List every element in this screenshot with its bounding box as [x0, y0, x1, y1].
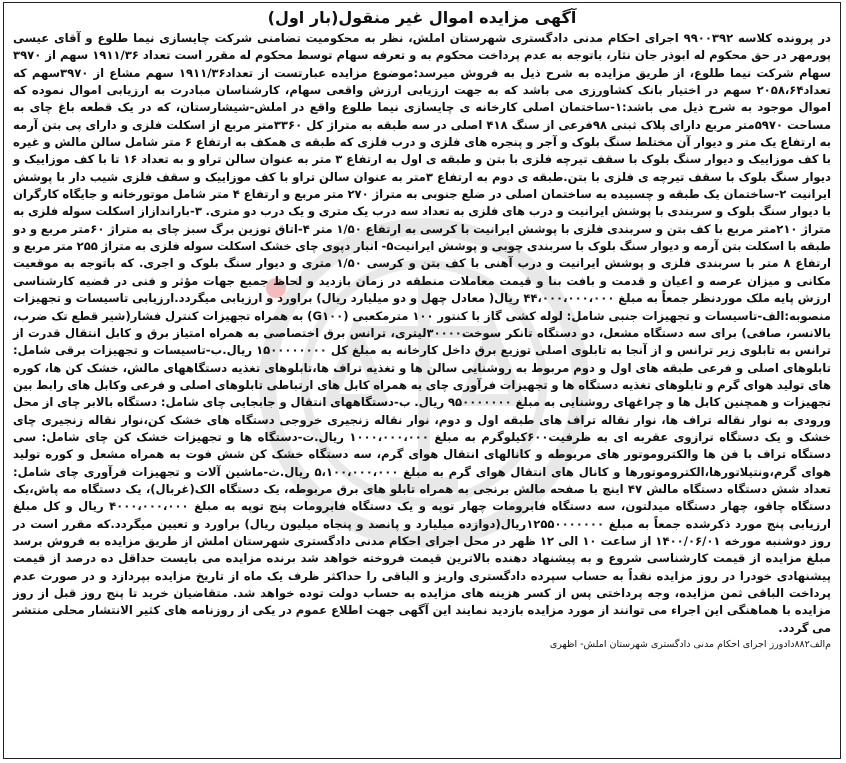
auction-notice: [3, 2, 841, 759]
notice-footer: م‌الف۸۸۲دادورز اجرای احکام مدنی دادگستری شهرستان املش- اظهری: [549, 639, 831, 651]
notice-body: در پرونده کلاسه ۹۹۰۰۳۹۲ اجرای احکام مدنی دادگستری شهرستان املش، نظر به محکومیت تضامنی شرکت چایسازی نیما طلوع و آقای عیسی پورمهر در حق محکوم له ابوذر جان نثار، باتوجه به عدم پرداخت محکوم به و تعرفه سهام توسط محکوم له مقرر است تعداد ۱۹۱۱/۳۶ سهم از ۳۹۷۰ سهام شرکت نیما طلوع، از طریق مزایده به شرح ذیل به فروش میرسد:موضوع مزایده عبارتست از تعداد۱۹۱۱/۳۶ سهم مشاع از ۳۹۷۰سهم که تعداد۲۰۵۸،۶۴ سهم در اختیار بانک کشاورزی می باشد که به جهت ارزیابی ارزش واقعی سهام، کارشناسان مبادرت به ارزیابی اموال نموده که اموال موجود به شرح ذیل می باشد:۱-ساختمان اصلی کارخانه ی چایسازی نیما طلوع واقع در املش-شیشارستان، که در یک قطعه باغ چای به مساحت ۵۹۷۰متر مربع دارای پلاک ثبتی ۹۸فرعی از سنگ ۴۱۸ اصلی در سه طبقه به متراژ کل ۳۳۶۰متر مربع از اسکلت فلزی و دارای پی بتن آرمه به ارتفاع یک متر و دیوار آن مختلط سنگ بلوک و آجر و پنجره های فلزی و درب فلزی که طبقه ی همکف به ارتفاع ۶ متر شامل سالن مالش و غیره با کف موزاییک و دیوار سنگ بلوک با سقف تیرچه فلزی با بتن و طبقه ی اول به ارتفاع ۳ متر به عنوان سالن تراو و به تعداد ۱۶ تا با کف موزاییک و دیوار سنگ بلوک با سقف تیرچه ی فلزی با بتن.طبقه ی دوم به ارتفاع ۳متر به عنوان سالن تراو با کف موزاییک و سقف فلزی شیب دار با پوشش ایرانیت ۲-ساختمان یک طبقه و چسبیده به ساختمان اصلی در ضلع جنوبی به متراژ ۲۷۰ متر مربع و ارتفاع ۴ متر شامل موتورخانه و جایگاه کارگران با دیوار سنگ بلوک و سربندی با پوشش ایرانیت و درب های فلزی به تعداد سه درب یک متری و یک درب دو متری. ۳-باراندازاز اسکلت سوله فلزی به متراژ ۲۱۰متر مربع با کف بتن و سربندی فلزی با پوشش ایرانیت با کرسی به ارتفاع ۱/۵۰ متر ۴-اتاق توزین برگ سبز چای به متراژ ۶۰متر مربع و دو طبقه با اسکلت بتن آرمه و دیوار سنگ بلوک با سربندی چوبی و پوشش ایرانیت۵- انبار دپوی چای خشک اسکلت سوله فلزی به متراژ ۲۵۵ متر مربع و ارتفاع ۸ متر با سربندی فلزی و پوشش ایرانیت و درب آهنی با کف بتن و کرسی ۱/۵۰ متری و دیوار سنگ بلوک و اجری. که باتوجه به موقعیت مکانی و میزان عرصه و اعیان و قدمت و بافت بنا و قیمت معاملات منطقه در زمان بازدید و لحاظ جمیع جهات مؤثر و فنی در قضیه کارشناسی ارزش پایه ملک موردنظر جمعاً به مبلغ ۴۴،۰۰۰،۰۰۰،۰۰۰ ریال( معادل چهل و دو میلیارد ریال) براورد و ارزیابی میگردد.ارزیابی تاسیسات و تجهیزات منصوبه:الف-تاسیسات و تجهیزات جنبی شامل: لوله کشی گاز با کنتور ۱۰۰ مترمکعبی (G۱۰۰) به همراه تجهیزات کنترل فشار(شیر قطع تک ضرب، بالانسر، صافی) برای سه دستگاه مشعل، دو دستگاه تانکر سوخت۳۰۰۰۰لیتری، ترانس برق اختصاصی به همراه امتیاز برق و کابل انتقال قدرت از ترانس به تابلوی زیر ترانس و از آنجا به تابلوی اصلی توزیع برق داخل کارخانه به مبلغ کل ۱۵۰۰۰۰۰۰۰۰ ریال.ب-تاسیسات و تجهیزات برقی شامل: تابلوهای اصلی و فرعی طبقه های اول و دوم مربوط به روشنایی سالن ها و تغذیه تراف ها،تابلوهای تغذیه دستگاههای مالش، خشک کن ها، کوره های تولید هوای گرم و تابلوهای تغذیه دستگاه ها و تجهیزات فرآوری چای به همراه کابل های ارتباطی تابلوهای اصلی و فرعی وکابل های رابط بین تجهیزات و همچنین کابل ها و چراغهای روشنایی به مبلغ ۹۵۰۰۰۰۰۰۰ ریال. ب-دستگاههای انتقال و جابجایی چای شامل: دستگاه بالابر چای از محل ورودی به نوار نقاله تراف ها، نوار نقاله تراف های طبقه اول و دوم، نوار نقاله زنجیری خروجی دستگاه های خشک کن،نوار نقاله زنجیری چای خشک و یک دستگاه ترازوی عقربه ای به ظرفیت۶۰۰کیلوگرم به مبلغ ۱۰۰۰،۰۰۰،۰۰۰ ریال.ت-دستگاه ها و تجهیزات خشک کن چای شامل: سی دستگاه تراف با فن ها والکتروموتور های مربوطه و کانالهای انتقال هوای گرم، سه دستگاه خشک کن شش فوت به همراه مشعل و کوره تولید هوای گرم،ونتیلاتورها،الکتروموتورها و کانال های انتقال هوای گرم به مبلغ ۵،۱۰۰،۰۰۰،۰۰۰ ریال.ث-ماشین آلات و تجهیزات فرآوری چای شامل: تعداد شش دستگاه دستگاه مالش ۴۷ اینچ با صفحه مالش برنجی به همراه تابلو های برق مربوطه، یک دستگاه الک(غربال)، یک دستگاه مه پاش،یک دستگاه چاقو، چهار دستگاه میدلتون، سه دستگاه فابرومات چهار توپه و یک دستگاه فابرومات پنج توپه به مبلغ ۴۰۰۰،۰۰۰،۰۰۰ ریال و کل مبلغ ارزیابی پنج مورد ذکرشده جمعاً به مبلغ ۱۲۵۵۰۰۰۰۰۰۰ریال(دوازده میلیارد و پانصد و پنجاه میلیون ریال) براورد و تعیین میگردد.که مقرر است در روز دوشنبه مورخه ۱۴۰۰/۰۶/۰۱ از ساعت ۱۰ الی ۱۲ ظهر در محل اجرای احکام مدنی دادگستری شهرستان املش از طریق مزایده به فروش برسد مبلغ مزایده از قیمت کارشناسی شروع و به پیشنهاد دهنده بالاترین قیمت فروخته خواهد شد برنده مزایده می بایست حداقل ده درصد از قیمت پیشنهادی خودرا در روز مزایده نقداً به حساب سپرده دادگستری واریز و الباقی را حداکثر ظرف یک ماه از تاریخ مزایده بپردازد و در صورت عدم پرداخت الباقی ثمن مزایده، وجه پرداختی پس از کسر هزینه های مزایده به حساب دولت توده خواهد شد. متقاضیان خرید تا پنج روز قبل از روز مزایده با هماهنگی این اجراء می توانند از مورد مزایده بازدید نمایند این آگهی جهت اطلاع عموم در یکی از روزنامه های کثیر الانتشار محلی منتشر می گردد.: [13, 31, 832, 635]
notice-title: آگهی مزایده اموال غیر منقول(بار اول): [267, 8, 577, 27]
